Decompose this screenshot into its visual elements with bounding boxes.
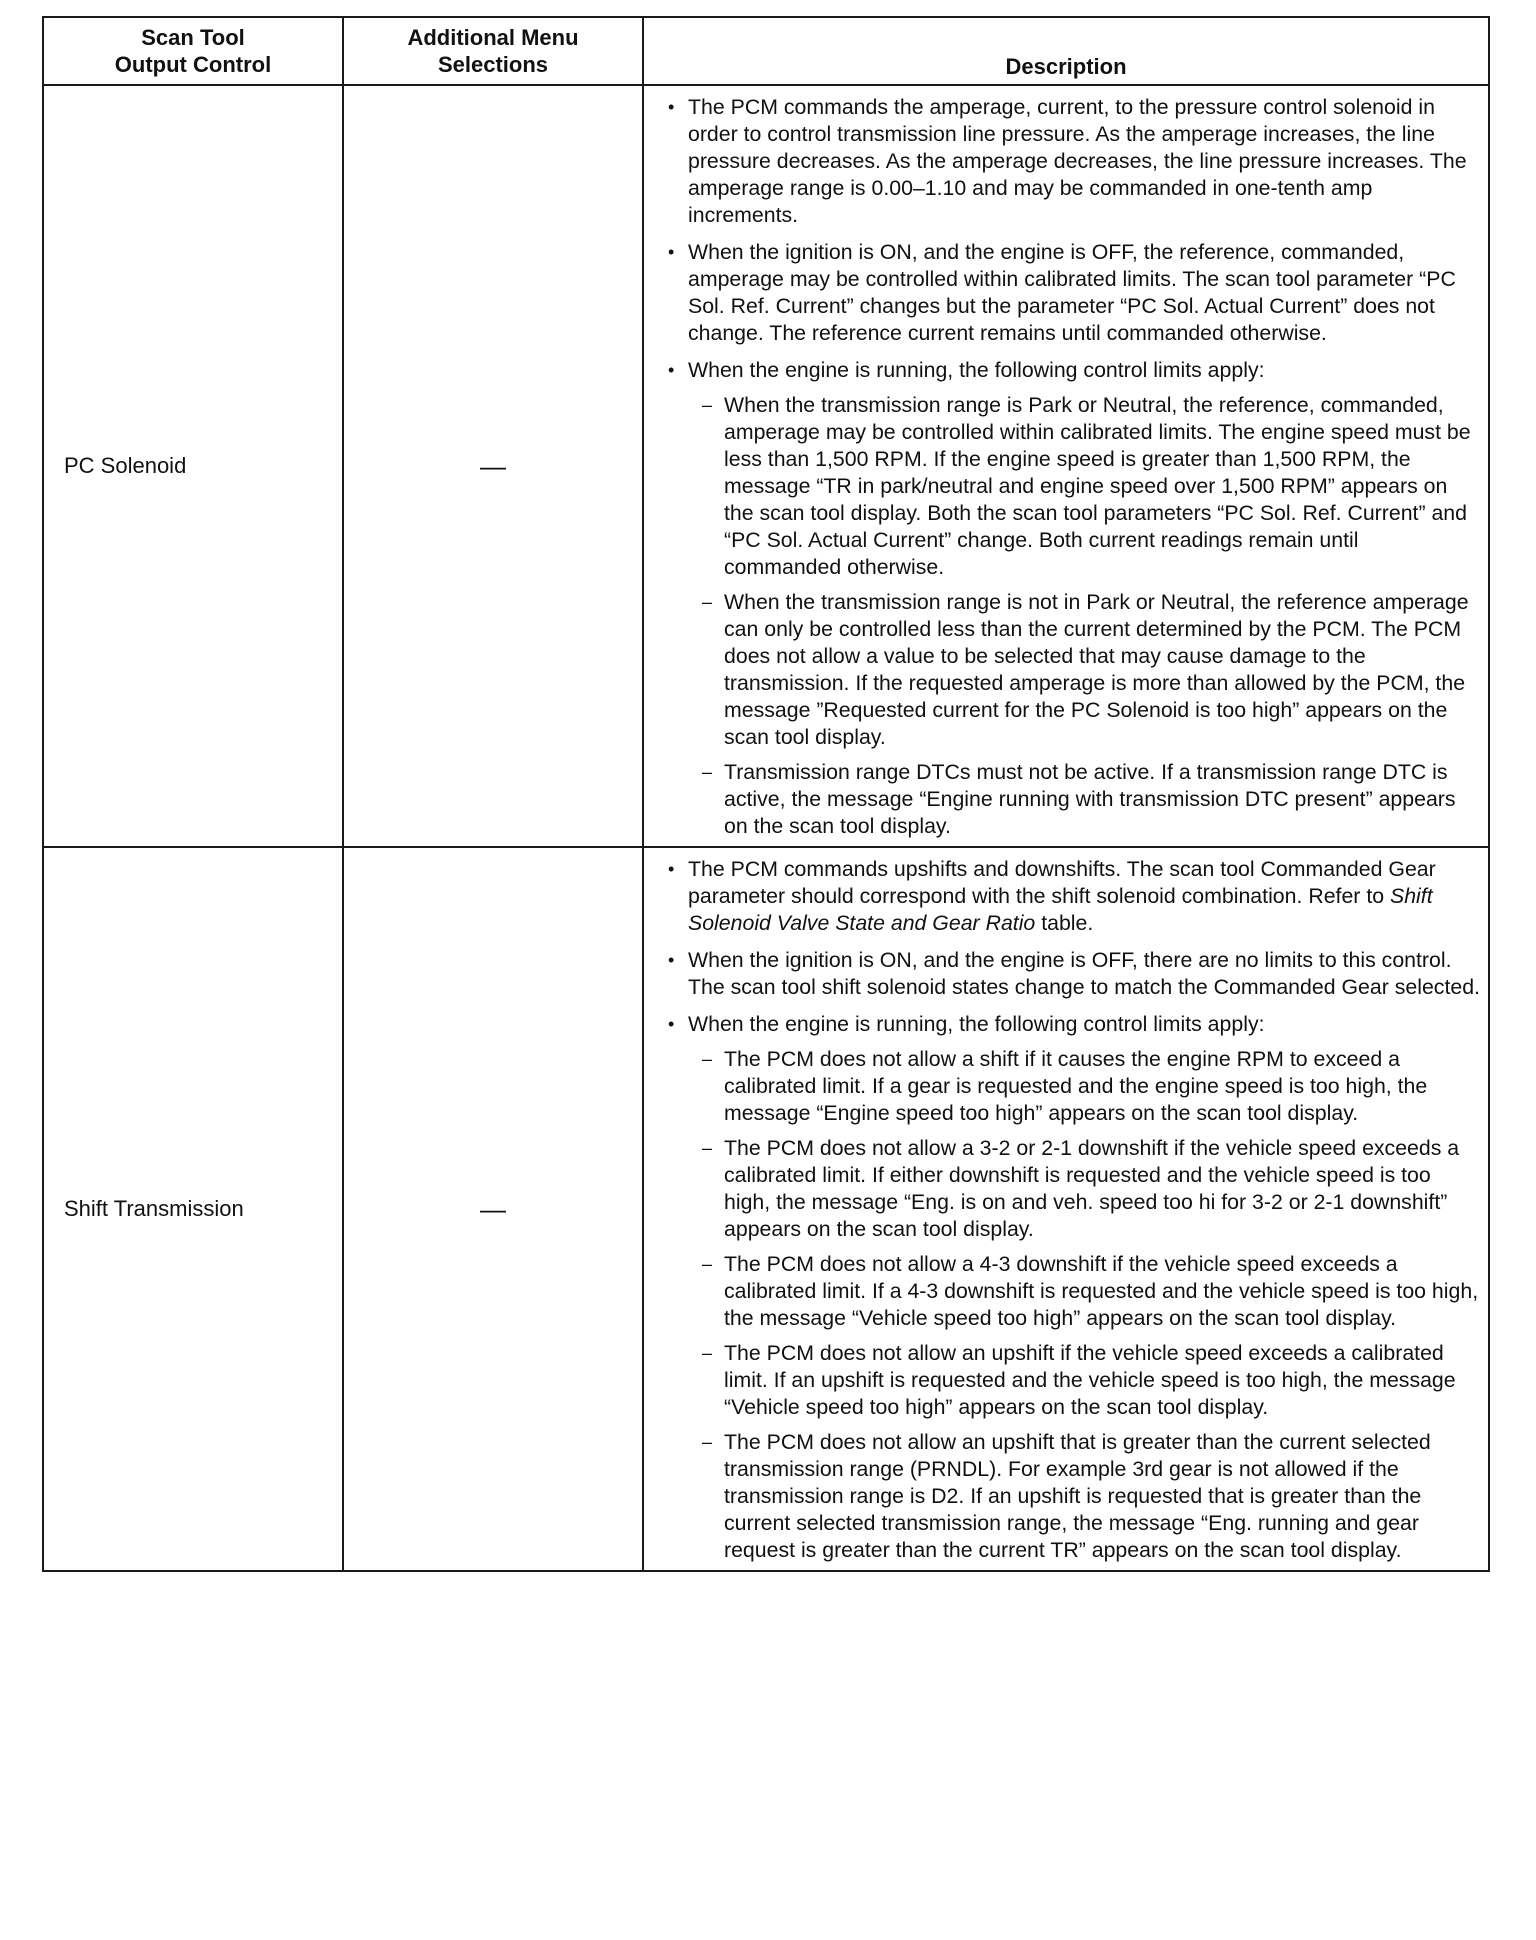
description-sub-item xyxy=(702,1340,1480,1421)
bullet-text: The PCM commands upshifts and downshifts. The scan tool Commanded Gear parameter should correspond with the shift solenoid combination. Refer to xyxy=(688,857,1436,908)
header-menu-line-2: Selections xyxy=(437,52,549,77)
dash-mark: – xyxy=(702,395,713,415)
bullet-text: When the ignition is ON, and the engine is OFF, the reference, commanded, amperage may be controlled within calibrated limits. The scan tool parameter “PC Sol. Ref. Current” changes but the parameter “PC Sol. Actual Current” does not change. The reference current remains until commanded otherwise. xyxy=(688,240,1456,345)
description-sub-item xyxy=(702,392,1480,581)
description-sub-item xyxy=(702,589,1480,751)
bullet-mark: • xyxy=(668,360,675,380)
table-row-shift-transmission xyxy=(43,847,1489,1571)
bullet-text-end: table. xyxy=(1035,911,1094,935)
sub-item-text: The PCM does not allow a shift if it causes the engine RPM to exceed a calibrated limit. If a gear is requested and the engine speed is too high, the message “Engine speed too high” appears on the scan tool display. xyxy=(724,1047,1428,1125)
description-bullet xyxy=(668,1011,1480,1564)
row-menu-selection: — xyxy=(343,85,643,847)
sub-item-text: The PCM does not allow an upshift that is greater than the current selected transmission range (PRNDL). For example 3rd gear is not allowed if the transmission range is D2. If an upshift is requested that is greater than the current selected transmission range, the message “Eng. running and gear request is greater than the current TR” appears on the scan tool display. xyxy=(724,1430,1431,1562)
sub-item-text: The PCM does not allow an upshift if the vehicle speed exceeds a calibrated limit. If an upshift is requested and the vehicle speed is too high, the message “Vehicle speed too high” appears on the scan tool display. xyxy=(724,1341,1456,1419)
sub-item-text: Transmission range DTCs must not be active. If a transmission range DTC is active, the message “Engine running with transmission DTC present” appears on the scan tool display. xyxy=(724,760,1456,838)
description-sub-item xyxy=(702,1046,1480,1127)
description-sub-item xyxy=(702,1135,1480,1243)
description-bullet xyxy=(668,947,1480,1001)
bullet-text: The PCM commands the amperage, current, to the pressure control solenoid in order to control transmission line pressure. As the amperage increases, the line pressure decreases. As the amperage decreases, the line pressure increases. The amperage range is 0.00–1.10 and may be commanded in one-tenth amp increments. xyxy=(688,95,1467,227)
sub-item-text: The PCM does not allow a 3-2 or 2-1 downshift if the vehicle speed exceeds a calibrated limit. If either downshift is requested and the vehicle speed is too high, the message “Eng. is on and veh. speed too hi for 3-2 or 2-1 downshift” appears on the scan tool display. xyxy=(724,1136,1460,1241)
row-description xyxy=(643,85,1489,847)
bullet-text: When the engine is running, the following control limits apply: xyxy=(688,358,1265,382)
dash-mark: – xyxy=(702,592,713,612)
row-control-label: PC Solenoid xyxy=(43,85,343,847)
row-control-label: Shift Transmission xyxy=(43,847,343,1571)
description-bullet xyxy=(668,357,1480,840)
header-row xyxy=(43,17,1489,85)
dash-mark: – xyxy=(702,1049,713,1069)
bullet-mark: • xyxy=(668,950,675,970)
header-control-line-2: Output Control xyxy=(114,52,272,77)
description-sub-item xyxy=(702,759,1480,840)
header-description: Description xyxy=(643,17,1489,85)
bullet-mark: • xyxy=(668,1014,675,1034)
sub-item-text: The PCM does not allow a 4-3 downshift if the vehicle speed exceeds a calibrated limit. If a 4-3 downshift is requested and the vehicle speed is too high, the message “Vehicle speed too high” appears on the scan tool display. xyxy=(724,1252,1479,1330)
description-bullet xyxy=(668,856,1480,937)
row-menu-selection: — xyxy=(343,847,643,1571)
row-description xyxy=(643,847,1489,1571)
header-additional-menu-selections xyxy=(343,17,643,85)
table-reference-italic: Shift Solenoid Valve State and Gear Ratio xyxy=(688,884,1433,935)
description-bullet xyxy=(668,94,1480,229)
dash-mark: – xyxy=(702,1254,713,1274)
bullet-text: When the ignition is ON, and the engine is OFF, there are no limits to this control. The scan tool shift solenoid states change to match the Commanded Gear selected. xyxy=(688,948,1480,999)
table-row-pc-solenoid xyxy=(43,85,1489,847)
sub-item-text: When the transmission range is not in Park or Neutral, the reference amperage can only be controlled less than the current determined by the PCM. The PCM does not allow a value to be selected that may cause damage to the transmission. If the requested amperage is more than allowed by the PCM, the message ”Requested current for the PC Solenoid is too high” appears on the scan tool display. xyxy=(724,590,1469,749)
header-scan-tool-output-control xyxy=(43,17,343,85)
header-control-line-1: Scan Tool xyxy=(141,25,245,50)
dash-mark: – xyxy=(702,1138,713,1158)
header-menu-line-1: Additional Menu xyxy=(407,25,579,50)
output-control-table xyxy=(42,16,1490,1572)
dash-mark: – xyxy=(702,762,713,782)
dash-mark: – xyxy=(702,1343,713,1363)
bullet-mark: • xyxy=(668,242,675,262)
bullet-mark: • xyxy=(668,97,675,117)
dash-mark: – xyxy=(702,1432,713,1452)
description-bullet xyxy=(668,239,1480,347)
description-sub-item xyxy=(702,1429,1480,1564)
bullet-text: When the engine is running, the following control limits apply: xyxy=(688,1012,1265,1036)
description-sub-item xyxy=(702,1251,1480,1332)
bullet-mark: • xyxy=(668,859,675,879)
sub-item-text: When the transmission range is Park or Neutral, the reference, commanded, amperage may be controlled within calibrated limits. The engine speed must be less than 1,500 RPM. If the engine speed is greater than 1,500 RPM, the message “TR in park/neutral and engine speed over 1,500 RPM” appears on the scan tool display. Both the scan tool parameters “PC Sol. Ref. Current” and “PC Sol. Actual Current” change. Both current readings remain until commanded otherwise. xyxy=(724,393,1471,579)
